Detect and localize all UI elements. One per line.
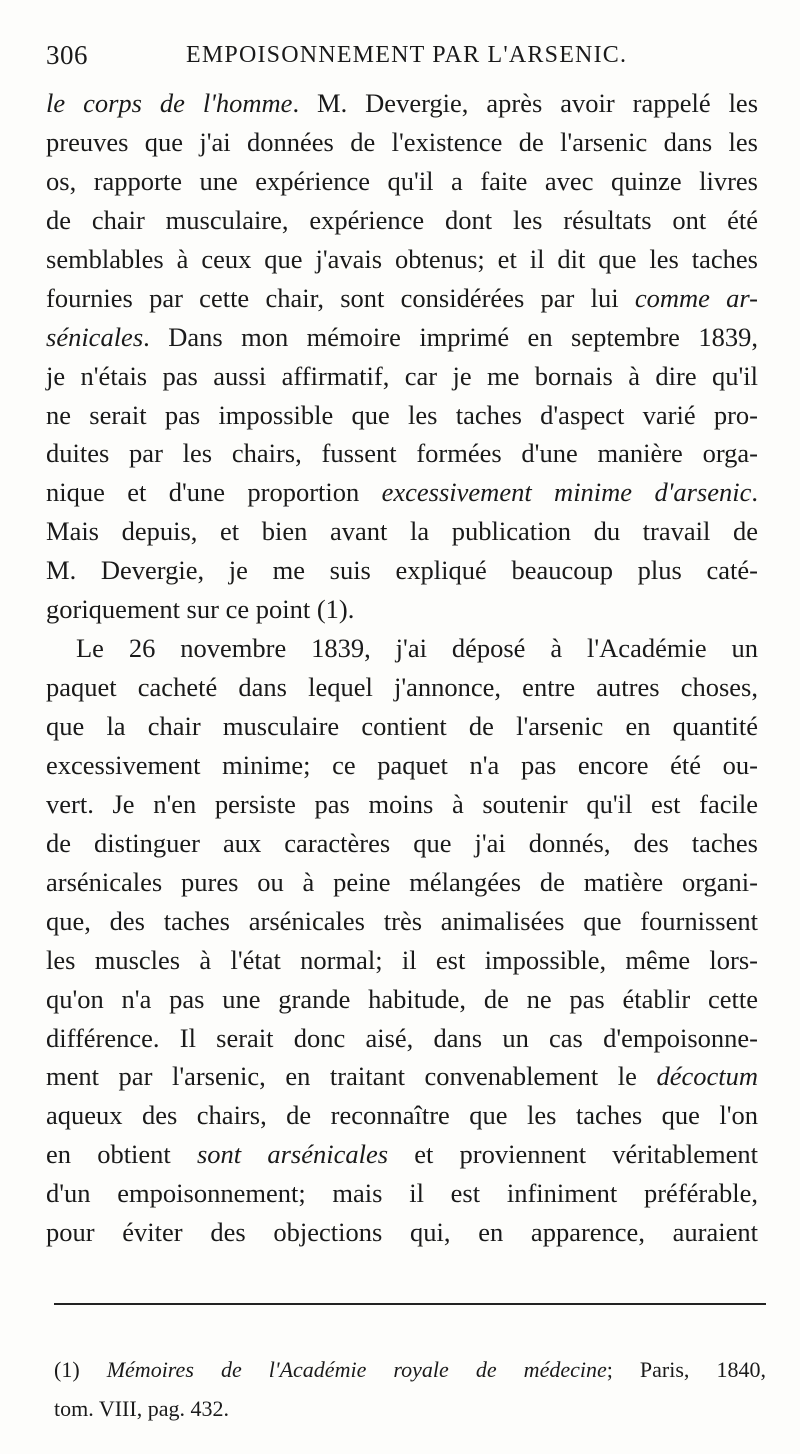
- text-segment: paquet cacheté dans lequel j'annonce, entre autres choses,: [46, 672, 758, 703]
- text-segment: aqueux des chairs, de reconnaître que les taches que l'on: [46, 1100, 758, 1131]
- text-segment: vert. Je n'en persiste pas moins à soutenir qu'il est facile: [46, 788, 758, 819]
- text-line: [46, 1135, 758, 1174]
- text-segment: d'un empoisonnement; mais il est infiniment préférable,: [46, 1178, 758, 1209]
- text-line: [46, 84, 758, 123]
- text-line: [46, 707, 758, 746]
- text-line: [46, 824, 758, 863]
- text-line: [46, 512, 758, 551]
- text-segment: et proviennent véritablement: [388, 1139, 758, 1170]
- text-line: [46, 941, 758, 980]
- text-line: [46, 279, 758, 318]
- running-head: EMPOISONNEMENT PAR L'ARSENIC.: [186, 42, 628, 68]
- text-line: [46, 668, 758, 707]
- text-line: [46, 201, 758, 240]
- footnote-title: Mémoires de l'Académie royale de médecine: [106, 1357, 607, 1382]
- text-line: [46, 629, 758, 668]
- text-line: [46, 357, 758, 396]
- text-segment: os, rapporte une expérience qu'il a faite avec quinze livres: [46, 165, 758, 196]
- text-segment: arsénicales pures ou à peine mélangées de matière organi-: [46, 866, 758, 897]
- text-segment: excessivement minime; ce paquet n'a pas encore été ou-: [46, 749, 758, 780]
- text-segment: nique et d'une proportion: [46, 477, 382, 508]
- italic-text: excessivement minime d'arsenic: [381, 477, 752, 508]
- text-segment: ne serait pas impossible que les taches d'aspect varié pro-: [46, 399, 758, 430]
- text-line: [46, 1096, 758, 1135]
- text-segment: que, des taches arsénicales très animalisées que fournissent: [46, 905, 758, 936]
- footnote-line-2: tom. VIII, pag. 432.: [54, 1395, 229, 1421]
- text-segment: preuves que j'ai données de l'existence de l'arsenic dans les: [46, 126, 758, 157]
- text-segment: Mais depuis, et bien avant la publication du travail de: [46, 516, 758, 547]
- text-line: [46, 396, 758, 435]
- italic-text: sont arsénicales: [196, 1139, 389, 1170]
- text-segment: Le 26 novembre 1839, j'ai déposé à l'Académie un: [76, 633, 758, 664]
- text-line: [46, 863, 758, 902]
- text-segment: semblables à ceux que j'avais obtenus; et il dit que les taches: [46, 243, 758, 274]
- italic-text: décoctum: [656, 1061, 758, 1092]
- text-line: [46, 902, 758, 941]
- text-line: [46, 746, 758, 785]
- text-segment: je n'étais pas aussi affirmatif, car je me bornais à dire qu'il: [46, 360, 758, 391]
- text-segment: différence. Il serait donc aisé, dans un cas d'empoisonne-: [46, 1022, 758, 1053]
- text-segment: pour éviter des objections qui, en apparence, auraient: [46, 1217, 758, 1248]
- text-segment: que la chair musculaire contient de l'arsenic en quantité: [46, 711, 758, 741]
- text-segment: de chair musculaire, expérience dont les résultats ont été: [46, 204, 758, 235]
- text-line: [46, 1057, 758, 1096]
- text-segment: goriquement sur ce point (1).: [46, 594, 355, 625]
- text-segment: duites par les chairs, fussent formées d'une manière orga-: [46, 438, 758, 469]
- footnote-line-1: [54, 1351, 766, 1390]
- text-segment: les muscles à l'état normal; il est impossible, même lors-: [46, 944, 758, 975]
- text-line: [46, 590, 758, 629]
- text-segment: .: [751, 477, 758, 508]
- text-line: [46, 1174, 758, 1213]
- text-line: [46, 1213, 758, 1252]
- footnote-marker: (1): [54, 1357, 107, 1382]
- text-line: [46, 980, 758, 1019]
- text-line: [46, 785, 758, 824]
- italic-text: comme ar-: [634, 282, 759, 313]
- page-header: [46, 40, 766, 80]
- text-segment: ment par l'arsenic, en traitant convenablement le: [46, 1061, 657, 1092]
- text-line: [46, 1019, 758, 1058]
- text-line: [46, 473, 758, 512]
- text-line: [46, 162, 758, 201]
- text-segment: qu'on n'a pas une grande habitude, de ne pas établir cette: [46, 983, 758, 1014]
- text-segment: M. Devergie, je me suis expliqué beaucoup plus caté-: [46, 555, 758, 586]
- text-line: [46, 123, 758, 162]
- footnote: [54, 1351, 766, 1429]
- footnote-publication: ; Paris, 1840,: [606, 1357, 766, 1382]
- text-segment: fournies par cette chair, sont considérées par lui: [46, 282, 635, 313]
- text-line: [46, 318, 758, 357]
- text-line: [46, 551, 758, 590]
- text-segment: de distinguer aux caractères que j'ai donnés, des taches: [46, 827, 758, 858]
- text-line: [46, 434, 758, 473]
- text-segment: . M. Devergie, après avoir rappelé les: [292, 88, 759, 118]
- body-text: [46, 84, 758, 1252]
- text-segment: . Dans mon mémoire imprimé en septembre 1839,: [143, 321, 758, 352]
- text-segment: en obtient: [46, 1139, 197, 1170]
- page-number: 306: [46, 40, 88, 70]
- italic-text: le corps de l'homme: [46, 88, 293, 118]
- text-line: [46, 240, 758, 279]
- footnote-separator: [54, 1303, 766, 1305]
- italic-text: sénicales: [46, 321, 144, 352]
